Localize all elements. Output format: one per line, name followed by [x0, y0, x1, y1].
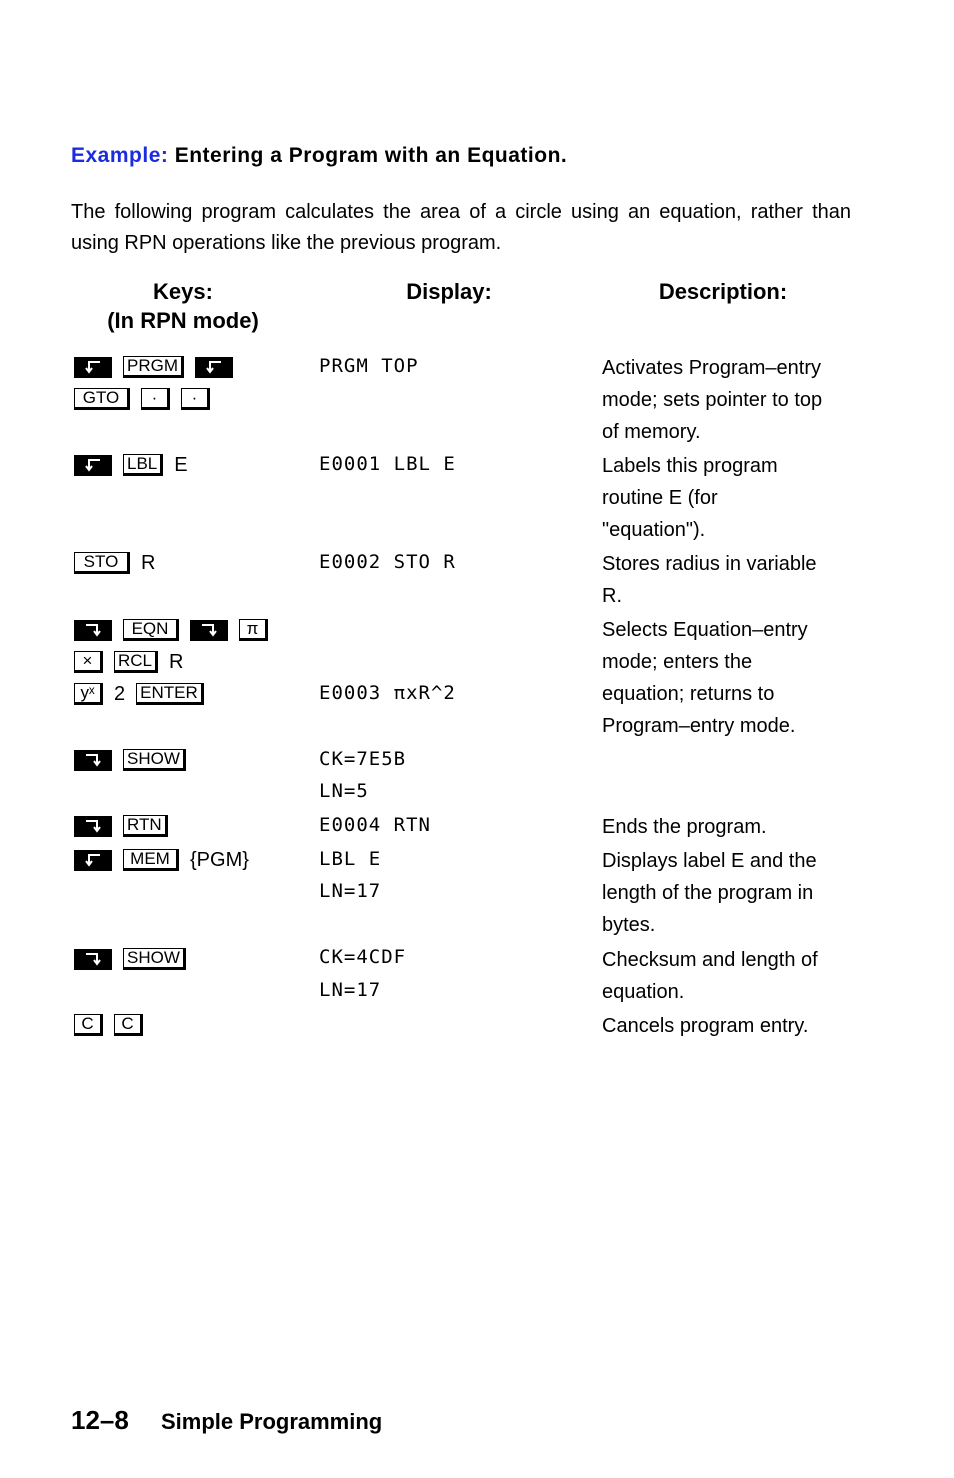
description-column-header: Description: [658, 279, 788, 304]
decimal-point-key: · [181, 388, 210, 410]
key-sequence [74, 386, 210, 412]
example-heading [71, 144, 567, 168]
key-sequence [74, 617, 268, 643]
description-text: Cancels program entry. [602, 1015, 809, 1037]
right-shift-arrow-icon [84, 952, 102, 966]
right-shift-key [190, 620, 228, 641]
letter-r: R [141, 551, 156, 574]
decimal-point-key: · [141, 388, 170, 410]
left-shift-arrow-icon [205, 360, 223, 374]
intro-paragraph: The following program calculates the area of a circle using an equation, rather than using RPN operations like the previous program. [71, 201, 851, 254]
right-shift-arrow-icon [84, 623, 102, 637]
eqn-key: EQN [123, 619, 179, 641]
display-readout: LBL E [319, 848, 382, 870]
display-readout: CK=4CDF [319, 946, 407, 968]
section-title: Simple Programming [160, 1409, 383, 1434]
left-shift-arrow-icon [84, 360, 102, 374]
description-text: Activates Program–entry mode; sets pointer to top of memory. [602, 357, 823, 443]
key-sequence [74, 747, 186, 773]
right-shift-key [74, 949, 112, 970]
key-sequence [74, 452, 188, 478]
keys-column-header: Keys: (In RPN mode) [107, 279, 259, 333]
multiply-key: × [74, 651, 103, 673]
key-sequence [74, 1012, 143, 1038]
digit-two: 2 [114, 682, 126, 705]
right-shift-key [74, 816, 112, 837]
key-sequence [74, 354, 233, 380]
letter-e: E [174, 453, 188, 476]
show-key: SHOW [123, 749, 186, 771]
description-text: Displays label E and the length of the program in bytes. [602, 850, 817, 936]
rcl-key: RCL [114, 651, 158, 673]
page-number: 12–8 [71, 1405, 129, 1435]
lbl-key: LBL [123, 454, 163, 476]
rtn-key: RTN [123, 815, 168, 837]
display-readout: PRGM TOP [319, 355, 419, 377]
key-sequence [74, 649, 183, 675]
key-sequence [74, 946, 186, 972]
right-shift-key [74, 620, 112, 641]
clear-key: C [114, 1014, 143, 1036]
description-text: Ends the program. [602, 816, 767, 838]
power-key: yˣ [74, 683, 103, 705]
display-readout: LN=5 [319, 780, 369, 802]
left-shift-key [74, 357, 112, 378]
key-sequence [74, 847, 249, 873]
sto-key: STO [74, 552, 130, 574]
letter-r: R [169, 650, 184, 673]
key-sequence [74, 813, 168, 839]
key-sequence [74, 681, 204, 707]
example-title: Entering a Program with an Equation. [174, 144, 568, 167]
display-readout: E0004 RTN [319, 814, 431, 836]
left-shift-key [74, 455, 112, 476]
left-shift-key [195, 357, 233, 378]
right-shift-arrow-icon [84, 819, 102, 833]
display-readout: LN=17 [319, 979, 382, 1001]
description-text: Checksum and length of equation. [602, 949, 818, 1003]
display-readout: LN=17 [319, 880, 382, 902]
right-shift-arrow-icon [200, 623, 218, 637]
gto-key: GTO [74, 388, 130, 410]
mem-key: MEM [123, 849, 179, 871]
clear-key: C [74, 1014, 103, 1036]
show-key: SHOW [123, 948, 186, 970]
example-label: Example: [71, 144, 169, 167]
pgm-softkey: {PGM} [190, 848, 249, 871]
page-footer [71, 1405, 382, 1436]
enter-key: ENTER [136, 683, 204, 705]
key-sequence [74, 550, 155, 576]
display-readout: E0003 πxR^2 [319, 682, 456, 704]
left-shift-key [74, 850, 112, 871]
left-shift-arrow-icon [84, 853, 102, 867]
description-text: Selects Equation–entry mode; enters the equation; returns to Program–entry mode. [602, 619, 808, 737]
right-shift-key [74, 750, 112, 771]
description-text: Stores radius in variable R. [602, 553, 817, 607]
display-readout: E0002 STO R [319, 551, 456, 573]
right-shift-arrow-icon [84, 753, 102, 767]
left-shift-arrow-icon [84, 458, 102, 472]
pi-key: π [239, 619, 268, 641]
prgm-key: PRGM [123, 356, 184, 378]
display-readout: CK=7E5B [319, 748, 407, 770]
display-readout: E0001 LBL E [319, 453, 456, 475]
description-text: Labels this program routine E (for "equation"). [602, 455, 778, 541]
display-column-header: Display: [406, 279, 492, 304]
